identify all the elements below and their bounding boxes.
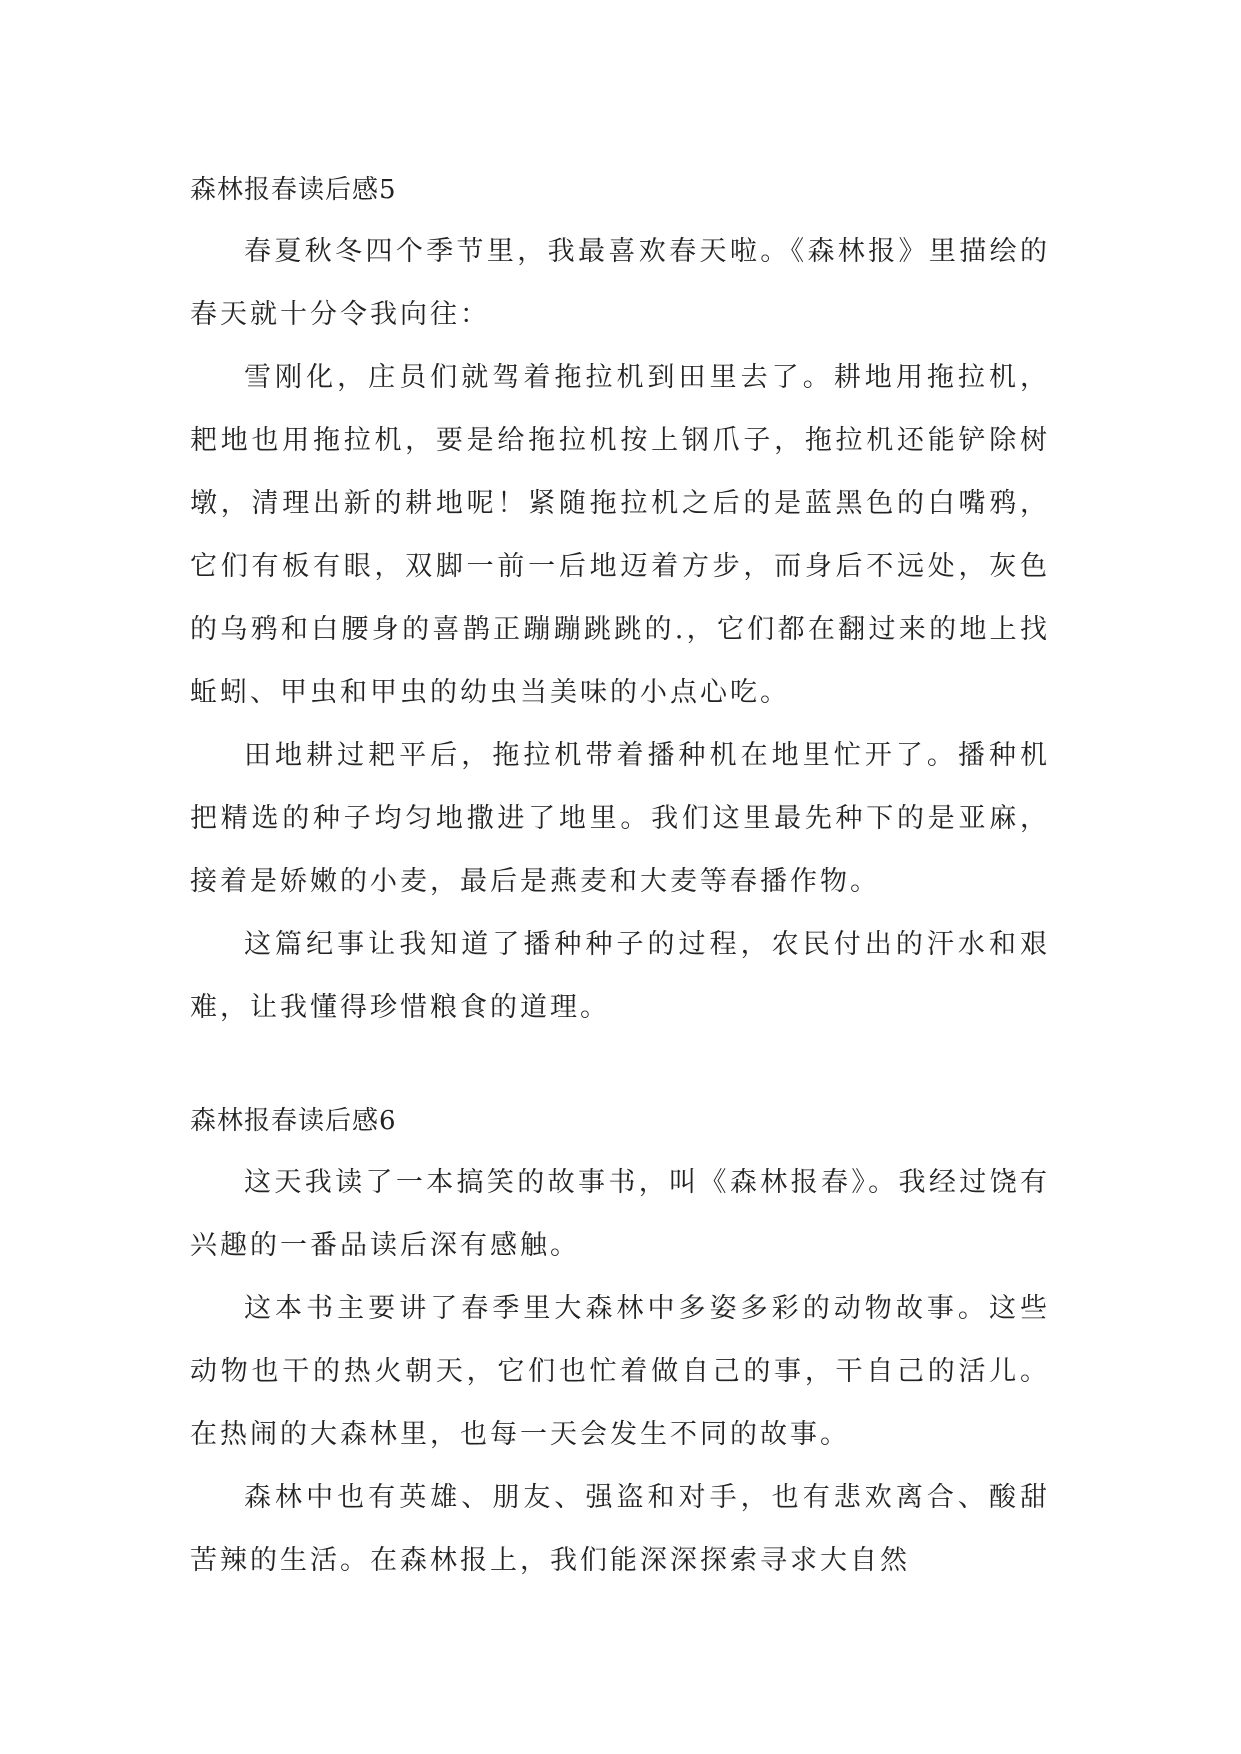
paragraph: 雪刚化，庄员们就驾着拖拉机到田里去了。耕地用拖拉机，耙地也用拖拉机，要是给拖拉机按上钢爪子，拖拉机还能铲除树墩，清理出新的耕地呢！紧随拖拉机之后的是蓝黑色的白嘴鸦，它们有板有眼，双脚一前一后地迈着方步，而身后不远处，灰色的乌鸦和白腰身的喜鹊正蹦蹦跳跳的.，它们都在翻过来的地上找蚯蚓、甲虫和甲虫的幼虫当美味的小点心吃。 (190, 362, 1050, 708)
section-spacer (190, 1039, 1050, 1091)
section-title: 森林报春读后感6 (190, 1106, 397, 1136)
paragraph: 春夏秋冬四个季节里，我最喜欢春天啦。《森林报》里描绘的春天就十分令我向往： (190, 236, 1050, 330)
paragraph: 这篇纪事让我知道了播种种子的过程，农民付出的汗水和艰难，让我懂得珍惜粮食的道理。 (190, 929, 1050, 1023)
section-title: 森林报春读后感5 (190, 175, 397, 205)
document-page (190, 160, 1050, 1592)
essay-section-5 (190, 160, 1050, 1039)
paragraph: 这本书主要讲了春季里大森林中多姿多彩的动物故事。这些动物也干的热火朝天，它们也忙着做自己的事，干自己的活儿。在热闹的大森林里，也每一天会发生不同的故事。 (190, 1293, 1050, 1450)
paragraph: 这天我读了一本搞笑的故事书，叫《森林报春》。我经过饶有兴趣的一番品读后深有感触。 (190, 1167, 1050, 1261)
paragraph: 森林中也有英雄、朋友、强盗和对手，也有悲欢离合、酸甜苦辣的生活。在森林报上，我们能深深探索寻求大自然 (190, 1482, 1050, 1576)
essay-section-6 (190, 1091, 1050, 1592)
paragraph: 田地耕过耙平后，拖拉机带着播种机在地里忙开了。播种机把精选的种子均匀地撒进了地里。我们这里最先种下的是亚麻，接着是娇嫩的小麦，最后是燕麦和大麦等春播作物。 (190, 740, 1050, 897)
